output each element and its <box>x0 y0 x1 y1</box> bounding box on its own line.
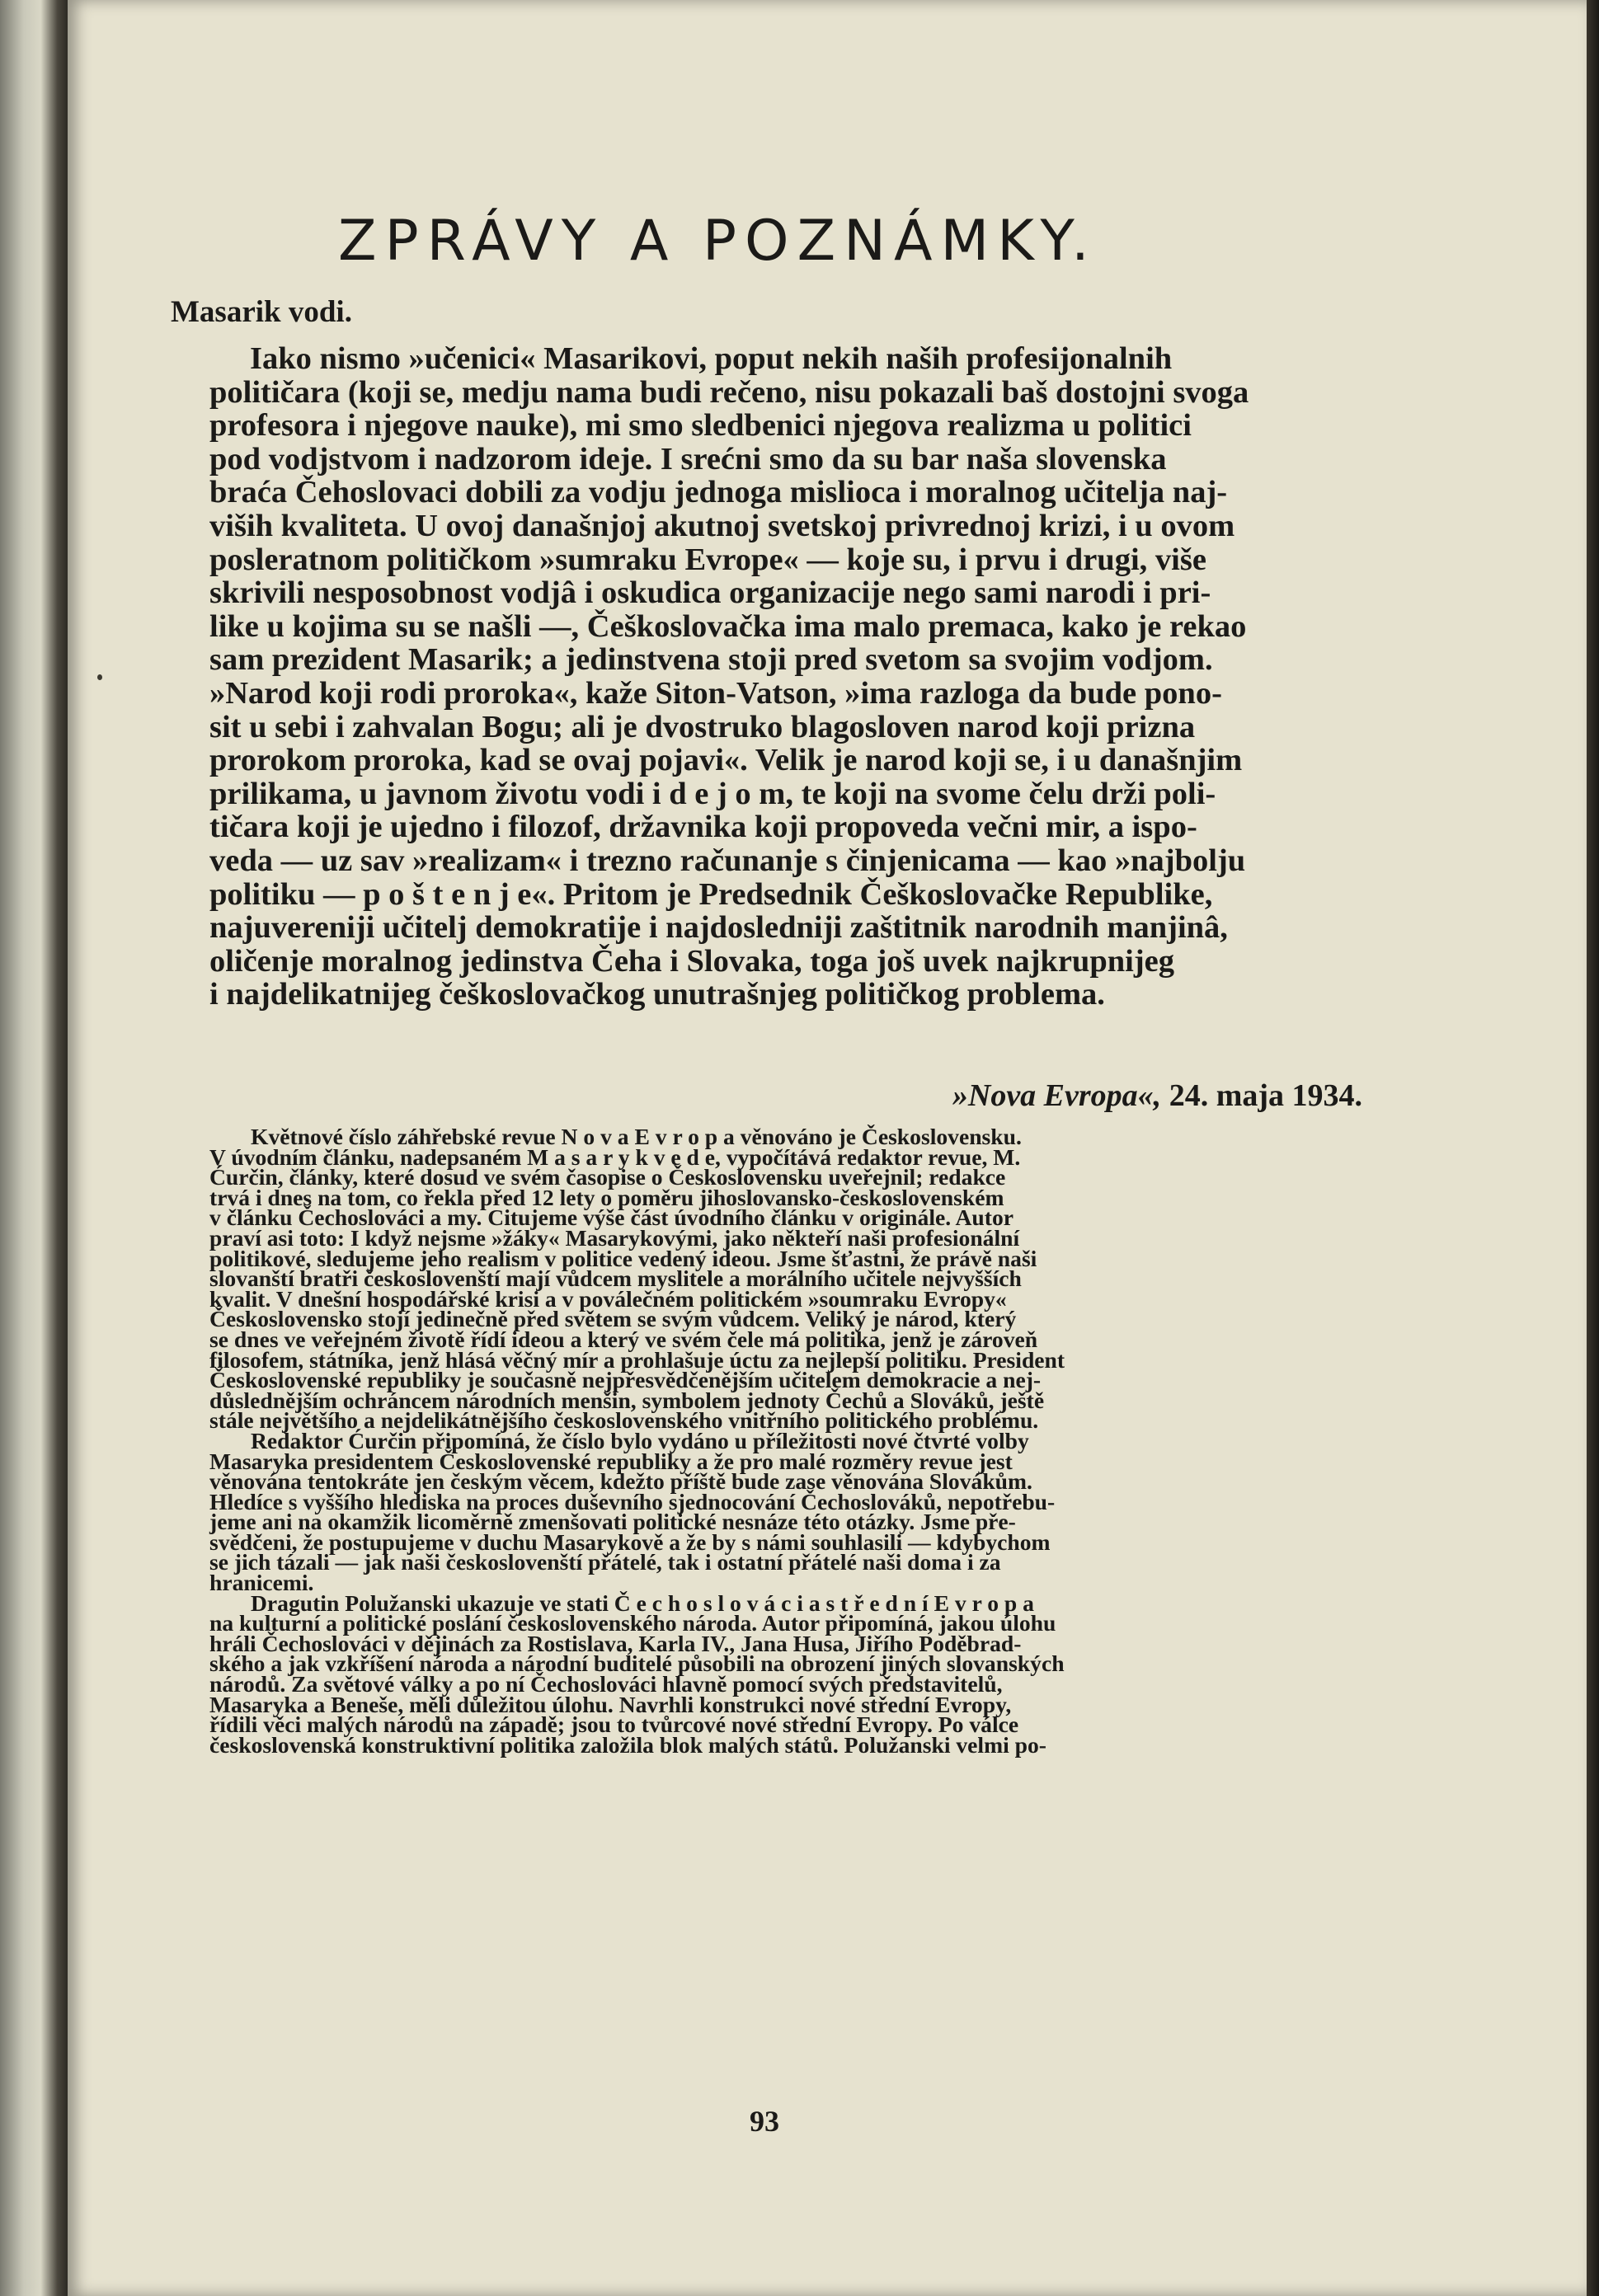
commentary-line: hranicemi. <box>209 1570 314 1596</box>
commentary-line: národů. Za světové války a po ní Čechoslováci hlavně pomocí svých představitelů, <box>209 1671 1003 1697</box>
article-line: politiku — p o š t e n j e«. Pritom je Predsednik Češkoslovačke Republike, <box>209 876 1213 912</box>
article-line: skrivili nesposobnost vodjâ i oskudica organizacije nego sami narodi i pri- <box>209 575 1211 611</box>
article-line: veda — uz sav »realizam« i trezno računanje s činjenicama — kao »najbolju <box>209 843 1246 878</box>
article-line: tičara koji je ujedno i filozof, državnika koji propoveda večni mir, a ispo- <box>209 810 1197 845</box>
article-line: like u kojima su se našli —, Češkoslovačka ima malo premaca, kako je rekao <box>209 608 1247 644</box>
article-line: političara (koji se, medju nama budi rečeno, nisu pokazali baš dostojni svoga <box>209 374 1249 410</box>
commentary-line: stále největšího a nejdelikátnějšího československého vnitřního politického problému. <box>209 1407 1039 1434</box>
commentary-line: Masaryka a Beneše, měli důležitou úlohu. Navrhli konstrukci nové střední Evropy, <box>209 1691 1012 1717</box>
commentary-line: Československé republiky je současně nejpřesvědčenějším učitelem demokracie a nej- <box>209 1367 1042 1393</box>
commentary-line: ského a jak vzkříšení národa a národní buditelé působili na obrození jiných slovanských <box>209 1650 1065 1677</box>
article-line: i najdelikatnijeg češkoslovačkog unutrašnjeg političkog problema. <box>209 977 1105 1012</box>
commentary-line: slovanští bratři českoslovenští mají vůdcem myslitele a morálního učitele nejvyšších <box>209 1265 1022 1292</box>
commentary-line: hráli Čechoslováci v dějinách za Rostislava, Karla IV., Jana Husa, Jiřího Poděbrad- <box>209 1630 1022 1656</box>
article-attribution <box>952 1078 1362 1114</box>
commentary-line: jeme ani na okamžik licoměrně zmenšovati politické nesnáze této otázky. Jsme pře- <box>209 1509 1016 1535</box>
article-line: oličenje moralnog jedinstva Čeha i Slovaka, toga još uvek najkrupnijeg <box>209 943 1175 979</box>
commentary-line: důslednějším ochráncem národních menšin, symbolem jednoty Čechů a Slováků, ještě <box>209 1387 1045 1413</box>
article-line: profesora i njegove nauke), mi smo sledbenici njegova realizma u politici <box>209 408 1192 444</box>
source-date: 24. maja 1934. <box>1169 1078 1362 1113</box>
commentary-line: Československo stojí jedinečně před světem se svým vůdcem. Veliký je národ, který <box>209 1306 1017 1332</box>
article-line: pod vodjstvom i nadzorom ideje. I srećni smo da su bar naša slovenska <box>209 441 1167 477</box>
czech-commentary <box>209 1124 1394 1758</box>
commentary-line: se jich tázali — jak naši českoslovenští přátelé, tak i ostatní přátelé naši doma i za <box>209 1549 1001 1575</box>
serbian-article <box>209 342 1394 1012</box>
book-edge-right <box>1587 0 1599 2296</box>
commentary-line: Květnové číslo záhřebské revue N o v a E v r o p a věnováno je Československu. <box>251 1124 1022 1149</box>
commentary-line: politikové, sledujeme jeho realism v politice vedený ideou. Jsme šťastni, že právě naši <box>209 1245 1037 1271</box>
article-line: posleratnom političkom »sumraku Evrope« — koje su, i prvu i drugi, više <box>209 542 1206 577</box>
commentary-line: v článku Čechoslováci a my. Citujeme výše část úvodního článku v originále. Autor <box>209 1204 1014 1231</box>
commentary-line: kvalit. V dnešní hospodářské krisi a v poválečném politickém »soumraku Evropy« <box>209 1285 1007 1312</box>
article-line: viših kvaliteta. U ovoj današnjoj akutnoj svetskoj privrednoj krizi, i u ovom <box>209 508 1235 543</box>
commentary-line: Masaryka presidentem Československé republiky a že pro malé rozměry revue jest <box>209 1448 1013 1474</box>
commentary-line: věnována tentokráte jen českým věcem, kdežto příště bude zase věnována Slovákům. <box>209 1468 1032 1495</box>
commentary-line: se dnes ve veřejném životě řídí ideou a který ve svém čele má politika, jenž je zároveň <box>209 1326 1038 1352</box>
article-line: prilikama, u javnom životu vodi i d e j o m, te koji na svome čelu drži poli- <box>209 776 1216 811</box>
commentary-line: svědčeni, že postupujeme v duchu Masarykově a že by s námi souhlasili — kdybychom <box>209 1528 1051 1555</box>
section-heading: Masarik vodi. <box>171 295 352 329</box>
article-line: braća Čehoslovaci dobili za vodju jednoga mislioca i moralnog učitelja naj- <box>209 475 1228 510</box>
commentary-line: československá konstruktivní politika založila blok malých států. Polužanski velmi po- <box>209 1731 1046 1758</box>
article-line: Iako nismo »učenici« Masarikovi, poput nekih naših profesijonalnih <box>250 341 1173 376</box>
commentary-line: Dragutin Polužanski ukazuje ve stati Č e c h o s l o v á c i a s t ř e d n í E v r o p a <box>251 1589 1034 1616</box>
commentary-line: filosofem, státníka, jenž hlásá věčný mír a prohlašuje úctu za nejlepší politiku. President <box>209 1346 1065 1373</box>
book-spine-left <box>0 0 68 2296</box>
commentary-line: Ćurčin, články, které dosud ve svém časopise o Československu uveřejnil; redakce <box>209 1164 1006 1190</box>
source-publication: »Nova Evropa«, <box>952 1078 1162 1113</box>
commentary-line: na kulturní a politické poslání československého národa. Autor připomíná, jakou úlohu <box>209 1610 1056 1636</box>
page-title: ZPRÁVY A POZNÁMKY. <box>338 209 1098 274</box>
commentary-line: Hledíce s vyššího hlediska na proces duševního sjednocování Čechoslováků, nepotřebu- <box>209 1488 1056 1514</box>
article-line: prorokom proroka, kad se ovaj pojavi«. Velik je narod koji se, i u današnjim <box>209 743 1243 778</box>
commentary-line: řídili věci malých národů na západě; jsou to tvůrcové nové střední Evropy. Po válce <box>209 1711 1019 1738</box>
article-line: najuvereniji učitelj demokratije i najdosledniji zaštitnik narodnih manjinâ, <box>209 910 1228 946</box>
article-line: »Narod koji rodi proroka«, kaže Siton-Vatson, »ima razloga da bude pono- <box>209 675 1222 711</box>
commentary-line: Redaktor Ćurčin připomíná, že číslo bylo vydáno u příležitosti nové čtvrté volby <box>251 1427 1029 1453</box>
commentary-line: praví asi toto: I když nejsme »žáky« Masarykovými, jako někteří naši profesionální <box>209 1224 1020 1251</box>
commentary-line: V úvodním článku, nadepsaném M a s a r y k v e d e, vypočítává redaktor revue, M. <box>209 1143 1021 1170</box>
commentary-line: trvá i dnes na tom, co řekla před 12 lety o poměru jihoslovansko-československém <box>209 1184 1004 1210</box>
paper-speck <box>97 674 102 680</box>
article-line: sit u sebi i zahvalan Bogu; ali je dvostruko blagosloven narod koji prizna <box>209 709 1196 744</box>
article-line: sam prezident Masarik; a jedinstvena stoji pred svetom sa svojim vodjom. <box>209 642 1213 678</box>
page-number: 93 <box>750 2105 779 2138</box>
